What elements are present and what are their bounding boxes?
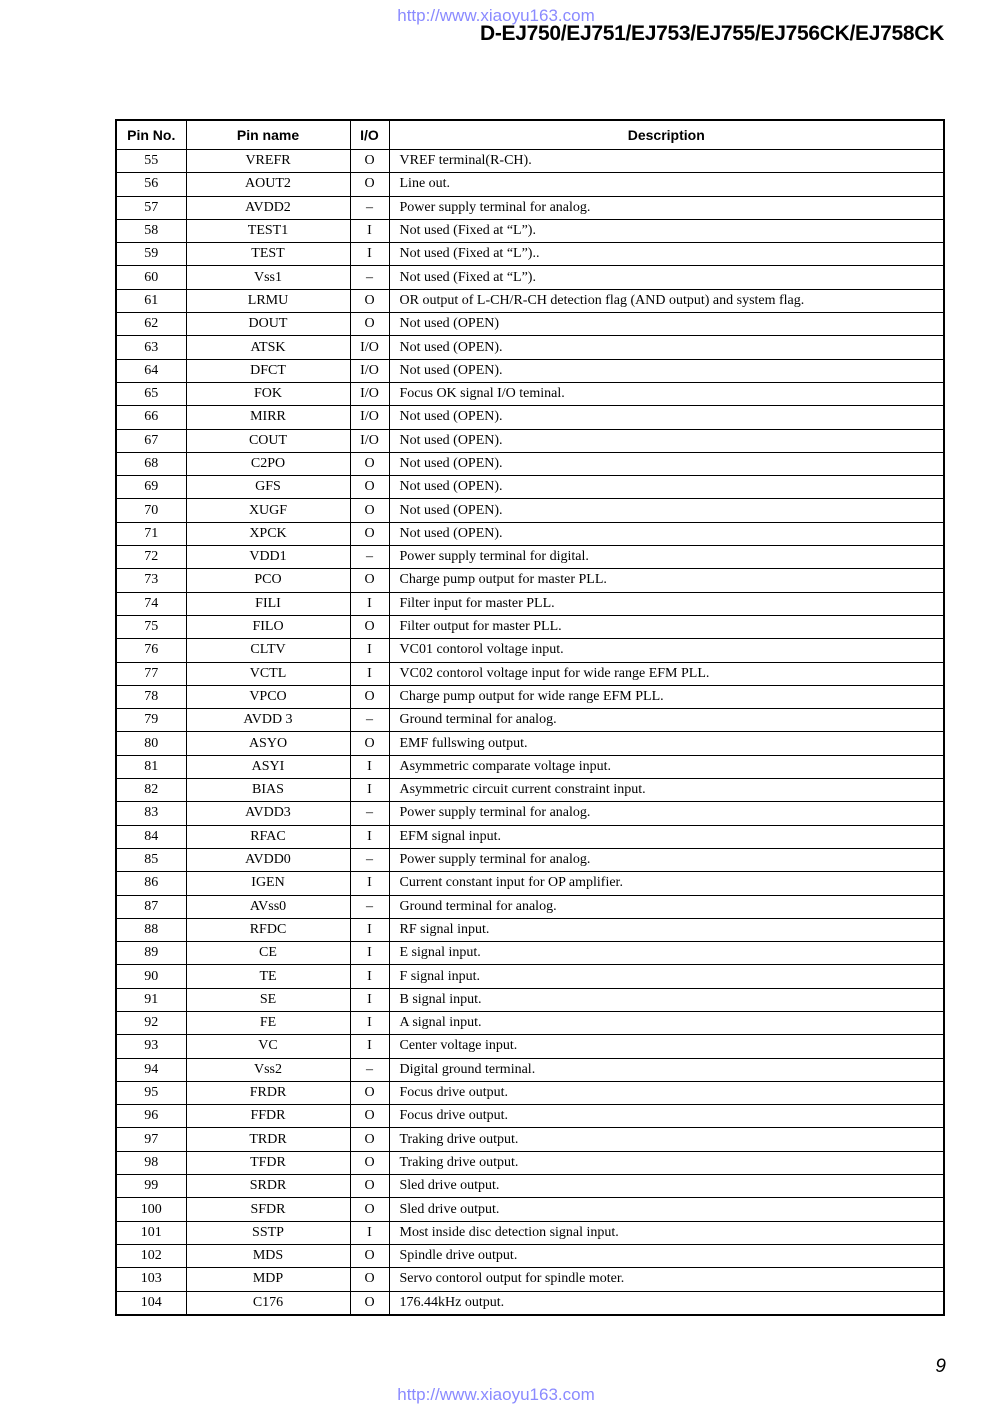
table-row (116, 499, 944, 522)
description-cell: Sled drive output. (389, 1198, 944, 1221)
pin-name-cell: SFDR (186, 1198, 350, 1221)
io-cell: I (350, 988, 389, 1011)
table-row (116, 848, 944, 871)
pin-number-cell: 99 (116, 1175, 186, 1198)
description-cell: Center voltage input. (389, 1035, 944, 1058)
pin-number-cell: 66 (116, 406, 186, 429)
pin-number-cell: 57 (116, 196, 186, 219)
io-cell: O (350, 1081, 389, 1104)
table-row (116, 1198, 944, 1221)
header-url[interactable]: http://www.xiaoyu163.com (397, 6, 595, 25)
table-row (116, 615, 944, 638)
description-cell: OR output of L-CH/R-CH detection flag (AND output) and system flag. (389, 289, 944, 312)
pin-number-cell: 91 (116, 988, 186, 1011)
description-cell: Traking drive output. (389, 1128, 944, 1151)
pin-number-cell: 90 (116, 965, 186, 988)
description-cell: A signal input. (389, 1011, 944, 1034)
pin-number-cell: 73 (116, 569, 186, 592)
description-cell: Not used (OPEN). (389, 499, 944, 522)
pin-number-cell: 76 (116, 639, 186, 662)
column-header: Description (389, 120, 944, 150)
io-cell: O (350, 1151, 389, 1174)
table-row (116, 1058, 944, 1081)
io-cell: I (350, 965, 389, 988)
io-cell: – (350, 848, 389, 871)
description-cell: Focus OK signal I/O teminal. (389, 382, 944, 405)
pin-name-cell: XPCK (186, 522, 350, 545)
io-cell: I (350, 662, 389, 685)
pin-number-cell: 101 (116, 1221, 186, 1244)
io-cell: O (350, 1175, 389, 1198)
pin-number-cell: 72 (116, 546, 186, 569)
pin-number-cell: 65 (116, 382, 186, 405)
description-cell: Not used (OPEN). (389, 336, 944, 359)
pin-number-cell: 88 (116, 918, 186, 941)
description-cell: Filter output for master PLL. (389, 615, 944, 638)
pin-name-cell: ASYO (186, 732, 350, 755)
io-cell: O (350, 313, 389, 336)
pin-name-cell: Vss2 (186, 1058, 350, 1081)
pin-number-cell: 95 (116, 1081, 186, 1104)
pin-number-cell: 92 (116, 1011, 186, 1034)
pin-name-cell: C176 (186, 1291, 350, 1315)
pin-number-cell: 75 (116, 615, 186, 638)
io-cell: O (350, 1268, 389, 1291)
io-cell: I (350, 219, 389, 242)
io-cell: O (350, 173, 389, 196)
table-row (116, 1151, 944, 1174)
pin-name-cell: AVss0 (186, 895, 350, 918)
table-row (116, 546, 944, 569)
table-row (116, 709, 944, 732)
table-row (116, 266, 944, 289)
pin-number-cell: 81 (116, 755, 186, 778)
description-cell: Power supply terminal for analog. (389, 196, 944, 219)
pin-name-cell: FILI (186, 592, 350, 615)
pin-number-cell: 85 (116, 848, 186, 871)
pin-name-cell: RFAC (186, 825, 350, 848)
pin-name-cell: MDP (186, 1268, 350, 1291)
pin-number-cell: 64 (116, 359, 186, 382)
io-cell: O (350, 569, 389, 592)
io-cell: I (350, 1011, 389, 1034)
table-row (116, 802, 944, 825)
table-row (116, 755, 944, 778)
pin-name-cell: BIAS (186, 779, 350, 802)
description-cell: Power supply terminal for analog. (389, 848, 944, 871)
io-cell: – (350, 1058, 389, 1081)
table-row (116, 313, 944, 336)
io-cell: O (350, 476, 389, 499)
pin-number-cell: 104 (116, 1291, 186, 1315)
description-cell: Asymmetric circuit current constraint input. (389, 779, 944, 802)
pin-name-cell: ASYI (186, 755, 350, 778)
pin-name-cell: FFDR (186, 1105, 350, 1128)
description-cell: EFM signal input. (389, 825, 944, 848)
description-cell: Filter input for master PLL. (389, 592, 944, 615)
io-cell: I (350, 639, 389, 662)
table-row (116, 173, 944, 196)
pin-number-cell: 89 (116, 942, 186, 965)
pin-number-cell: 100 (116, 1198, 186, 1221)
pin-name-cell: AOUT2 (186, 173, 350, 196)
pin-number-cell: 68 (116, 452, 186, 475)
pin-name-cell: XUGF (186, 499, 350, 522)
pin-number-cell: 83 (116, 802, 186, 825)
pin-number-cell: 61 (116, 289, 186, 312)
table-row (116, 196, 944, 219)
description-cell: Not used (OPEN). (389, 429, 944, 452)
table-row (116, 476, 944, 499)
pin-name-cell: TEST1 (186, 219, 350, 242)
description-cell: B signal input. (389, 988, 944, 1011)
description-cell: Line out. (389, 173, 944, 196)
io-cell: O (350, 685, 389, 708)
pin-number-cell: 80 (116, 732, 186, 755)
description-cell: Spindle drive output. (389, 1244, 944, 1267)
description-cell: Power supply terminal for analog. (389, 802, 944, 825)
io-cell: O (350, 289, 389, 312)
io-cell: – (350, 266, 389, 289)
table-row (116, 918, 944, 941)
pin-name-cell: FE (186, 1011, 350, 1034)
column-header: Pin name (186, 120, 350, 150)
table-row (116, 336, 944, 359)
io-cell: I (350, 779, 389, 802)
pin-name-cell: AVDD2 (186, 196, 350, 219)
description-cell: VC02 contorol voltage input for wide range EFM PLL. (389, 662, 944, 685)
table-row (116, 1128, 944, 1151)
io-cell: I (350, 1221, 389, 1244)
io-cell: O (350, 522, 389, 545)
description-cell: E signal input. (389, 942, 944, 965)
description-cell: Asymmetric comparate voltage input. (389, 755, 944, 778)
description-cell: Not used (Fixed at “L”). (389, 219, 944, 242)
pin-name-cell: AVDD0 (186, 848, 350, 871)
column-header: Pin No. (116, 120, 186, 150)
pin-number-cell: 98 (116, 1151, 186, 1174)
pin-number-cell: 77 (116, 662, 186, 685)
table-row (116, 1291, 944, 1315)
pin-name-cell: VDD1 (186, 546, 350, 569)
table-row (116, 872, 944, 895)
io-cell: O (350, 1244, 389, 1267)
table-row (116, 382, 944, 405)
io-cell: O (350, 732, 389, 755)
pin-name-cell: RFDC (186, 918, 350, 941)
pin-number-cell: 70 (116, 499, 186, 522)
io-cell: O (350, 1105, 389, 1128)
description-cell: Not used (OPEN). (389, 476, 944, 499)
pin-name-cell: FOK (186, 382, 350, 405)
pin-table-body (116, 150, 944, 1315)
description-cell: Not used (OPEN). (389, 406, 944, 429)
pin-name-cell: MIRR (186, 406, 350, 429)
io-cell: I/O (350, 382, 389, 405)
description-cell: Focus drive output. (389, 1105, 944, 1128)
table-row (116, 988, 944, 1011)
io-cell: O (350, 1291, 389, 1315)
io-cell: I (350, 918, 389, 941)
pin-number-cell: 67 (116, 429, 186, 452)
pin-name-cell: DOUT (186, 313, 350, 336)
table-row (116, 779, 944, 802)
io-cell: – (350, 802, 389, 825)
table-row (116, 1011, 944, 1034)
table-row (116, 639, 944, 662)
io-cell: I (350, 1035, 389, 1058)
description-cell: Charge pump output for master PLL. (389, 569, 944, 592)
table-row (116, 1221, 944, 1244)
pin-name-cell: COUT (186, 429, 350, 452)
pin-number-cell: 55 (116, 150, 186, 173)
io-cell: I (350, 825, 389, 848)
pin-number-cell: 63 (116, 336, 186, 359)
table-row (116, 662, 944, 685)
table-row (116, 569, 944, 592)
pin-name-cell: PCO (186, 569, 350, 592)
pin-number-cell: 94 (116, 1058, 186, 1081)
pin-number-cell: 56 (116, 173, 186, 196)
pin-name-cell: AVDD3 (186, 802, 350, 825)
pin-name-cell: IGEN (186, 872, 350, 895)
description-cell: Not used (Fixed at “L”).. (389, 243, 944, 266)
io-cell: I (350, 872, 389, 895)
description-cell: Not used (OPEN) (389, 313, 944, 336)
pin-name-cell: LRMU (186, 289, 350, 312)
io-cell: I (350, 243, 389, 266)
io-cell: I (350, 755, 389, 778)
io-cell: I/O (350, 406, 389, 429)
description-cell: VC01 contorol voltage input. (389, 639, 944, 662)
description-cell: Current constant input for OP amplifier. (389, 872, 944, 895)
table-row (116, 1268, 944, 1291)
pin-name-cell: TRDR (186, 1128, 350, 1151)
pin-number-cell: 78 (116, 685, 186, 708)
io-cell: I/O (350, 336, 389, 359)
pin-number-cell: 60 (116, 266, 186, 289)
description-cell: Power supply terminal for digital. (389, 546, 944, 569)
table-row (116, 942, 944, 965)
pin-name-cell: FRDR (186, 1081, 350, 1104)
table-row (116, 592, 944, 615)
pin-number-cell: 62 (116, 313, 186, 336)
pin-number-cell: 59 (116, 243, 186, 266)
table-row (116, 895, 944, 918)
pin-name-cell: Vss1 (186, 266, 350, 289)
pin-name-cell: VCTL (186, 662, 350, 685)
table-row (116, 1105, 944, 1128)
pin-number-cell: 93 (116, 1035, 186, 1058)
io-cell: I (350, 942, 389, 965)
pin-number-cell: 103 (116, 1268, 186, 1291)
pin-number-cell: 97 (116, 1128, 186, 1151)
pin-name-cell: CE (186, 942, 350, 965)
description-cell: F signal input. (389, 965, 944, 988)
pin-number-cell: 74 (116, 592, 186, 615)
pin-name-cell: TE (186, 965, 350, 988)
table-row (116, 685, 944, 708)
pin-name-cell: AVDD 3 (186, 709, 350, 732)
pin-name-cell: SSTP (186, 1221, 350, 1244)
pin-number-cell: 71 (116, 522, 186, 545)
table-row (116, 219, 944, 242)
description-cell: EMF fullswing output. (389, 732, 944, 755)
page-number: 9 (935, 1356, 946, 1377)
io-cell: O (350, 499, 389, 522)
pin-name-cell: DFCT (186, 359, 350, 382)
table-row (116, 1175, 944, 1198)
footer-url[interactable]: http://www.xiaoyu163.com (397, 1385, 595, 1404)
io-cell: – (350, 709, 389, 732)
table-row (116, 1035, 944, 1058)
io-cell: O (350, 1128, 389, 1151)
table-row (116, 150, 944, 173)
table-row (116, 1244, 944, 1267)
table-row (116, 732, 944, 755)
table-row (116, 1081, 944, 1104)
pin-table (115, 119, 945, 1316)
description-cell: Traking drive output. (389, 1151, 944, 1174)
io-cell: I/O (350, 359, 389, 382)
description-cell: 176.44kHz output. (389, 1291, 944, 1315)
io-cell: I/O (350, 429, 389, 452)
description-cell: Sled drive output. (389, 1175, 944, 1198)
pin-name-cell: FILO (186, 615, 350, 638)
table-row (116, 289, 944, 312)
pin-name-cell: TFDR (186, 1151, 350, 1174)
description-cell: VREF terminal(R-CH). (389, 150, 944, 173)
description-cell: Servo contorol output for spindle moter. (389, 1268, 944, 1291)
description-cell: Focus drive output. (389, 1081, 944, 1104)
table-row (116, 452, 944, 475)
pin-number-cell: 102 (116, 1244, 186, 1267)
model-title: D-EJ750/EJ751/EJ753/EJ755/EJ756CK/EJ758CK (479, 22, 944, 45)
table-row (116, 406, 944, 429)
pin-name-cell: TEST (186, 243, 350, 266)
io-cell: – (350, 546, 389, 569)
description-cell: Ground terminal for analog. (389, 709, 944, 732)
pin-name-cell: ATSK (186, 336, 350, 359)
io-cell: O (350, 615, 389, 638)
description-cell: Charge pump output for wide range EFM PLL. (389, 685, 944, 708)
pin-number-cell: 79 (116, 709, 186, 732)
pin-name-cell: GFS (186, 476, 350, 499)
pin-number-cell: 84 (116, 825, 186, 848)
pin-name-cell: C2PO (186, 452, 350, 475)
table-header-row (116, 120, 944, 150)
pin-number-cell: 58 (116, 219, 186, 242)
table-row (116, 243, 944, 266)
io-cell: O (350, 452, 389, 475)
description-cell: RF signal input. (389, 918, 944, 941)
io-cell: O (350, 1198, 389, 1221)
description-cell: Digital ground terminal. (389, 1058, 944, 1081)
table-row (116, 825, 944, 848)
description-cell: Not used (OPEN). (389, 522, 944, 545)
column-header: I/O (350, 120, 389, 150)
io-cell: O (350, 150, 389, 173)
description-cell: Not used (OPEN). (389, 359, 944, 382)
pin-name-cell: VREFR (186, 150, 350, 173)
table-row (116, 965, 944, 988)
pin-name-cell: VPCO (186, 685, 350, 708)
pin-number-cell: 87 (116, 895, 186, 918)
pin-name-cell: CLTV (186, 639, 350, 662)
table-row (116, 359, 944, 382)
io-cell: I (350, 592, 389, 615)
io-cell: – (350, 196, 389, 219)
pin-number-cell: 96 (116, 1105, 186, 1128)
pin-number-cell: 69 (116, 476, 186, 499)
description-cell: Not used (OPEN). (389, 452, 944, 475)
pin-name-cell: SE (186, 988, 350, 1011)
io-cell: – (350, 895, 389, 918)
pin-name-cell: SRDR (186, 1175, 350, 1198)
pin-number-cell: 82 (116, 779, 186, 802)
table-row (116, 522, 944, 545)
pin-number-cell: 86 (116, 872, 186, 895)
description-cell: Not used (Fixed at “L”). (389, 266, 944, 289)
pin-name-cell: VC (186, 1035, 350, 1058)
description-cell: Ground terminal for analog. (389, 895, 944, 918)
description-cell: Most inside disc detection signal input. (389, 1221, 944, 1244)
pin-name-cell: MDS (186, 1244, 350, 1267)
table-row (116, 429, 944, 452)
